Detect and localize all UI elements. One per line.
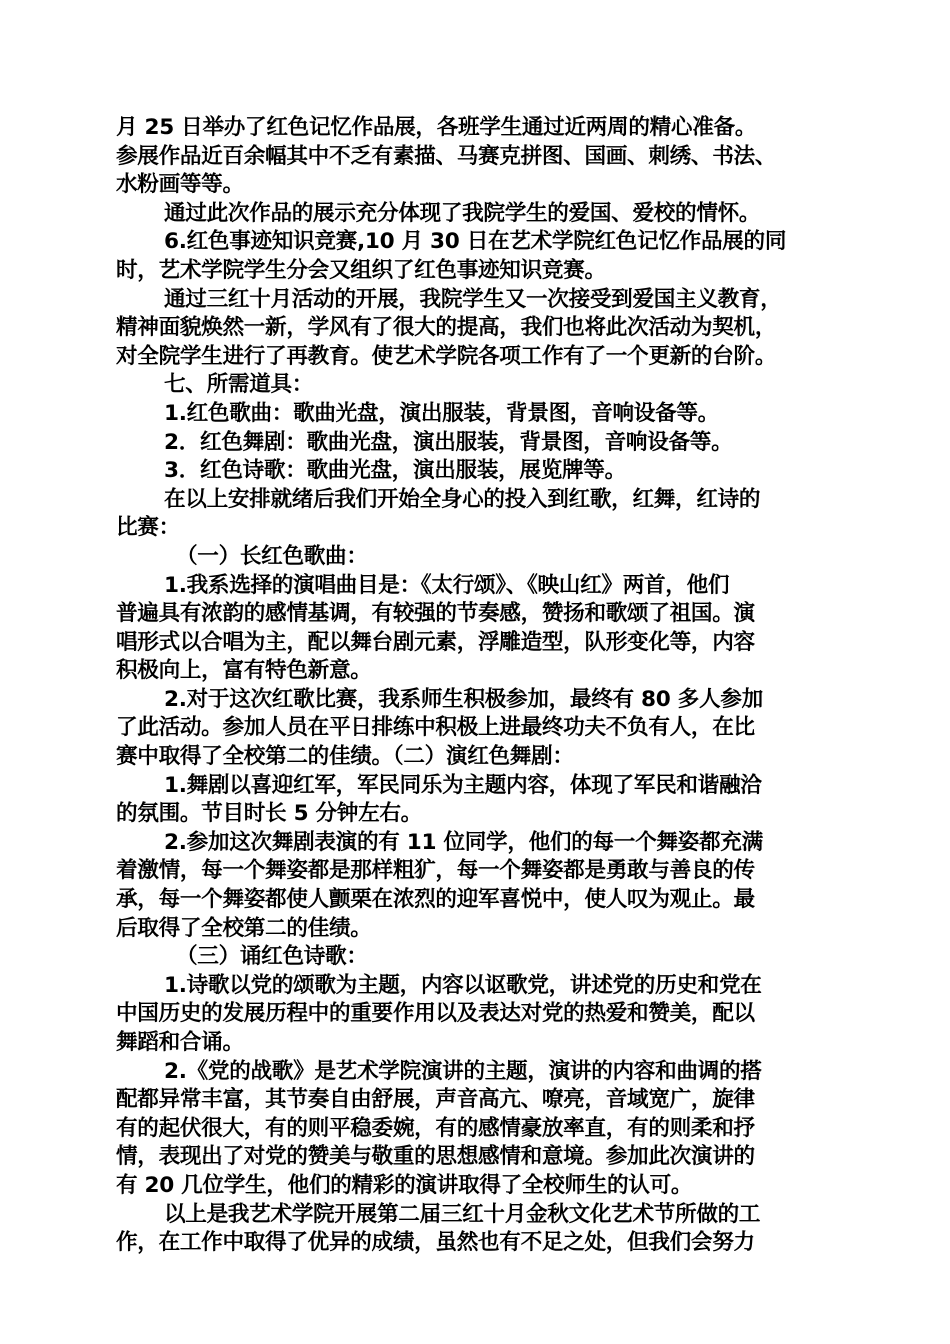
text-line: 普遍具有浓韵的感情基调，有较强的节奏感，赞扬和歌颂了祖国。演 xyxy=(116,601,755,627)
text-line: （三）诵红色诗歌： xyxy=(176,944,368,970)
text-line: 唱形式以合唱为主，配以舞台剧元素，浮雕造型，队形变化等，内容 xyxy=(116,629,755,655)
text-line: 2.参加这次舞剧表演的有 11 位同学，他们的每一个舞姿都充满 xyxy=(164,829,763,855)
text-line: 的氛围。节目时长 5 分钟左右。 xyxy=(116,801,422,827)
text-line: 1.我系选择的演唱曲目是：《太行颂》、《映山红》两首，他们 xyxy=(164,572,730,598)
text-line: 1.红色歌曲：歌曲光盘，演出服装，背景图，音响设备等。 xyxy=(164,400,719,426)
text-line: 在以上安排就绪后我们开始全身心的投入到红歌，红舞，红诗的 xyxy=(164,486,761,512)
text-line: 后取得了全校第二的佳绩。 xyxy=(116,915,372,941)
text-line: 七、所需道具： xyxy=(164,372,314,398)
text-line: 以上是我艺术学院开展第二届三红十月金秋文化艺术节所做的工 xyxy=(164,1201,761,1227)
text-line: 月 25 日举办了红色记忆作品展，各班学生通过近两周的精心准备。 xyxy=(116,115,757,140)
text-line: 通过三红十月活动的开展，我院学生又一次接受到爱国主义教育， xyxy=(164,286,782,312)
text-line: 情，表现出了对党的赞美与敬重的思想感情和意境。参加此次演讲的 xyxy=(116,1144,755,1170)
text-line: 参展作品近百余幅其中不乏有素描、马赛克拼图、国画、刺绣、书法、 xyxy=(116,143,777,169)
text-line: 1.舞剧以喜迎红军，军民同乐为主题内容，体现了军民和谐融洽 xyxy=(164,772,762,798)
text-line: 中国历史的发展历程中的重要作用以及表达对党的热爱和赞美，配以 xyxy=(116,1001,755,1027)
text-line: 着激情，每一个舞姿都是那样粗犷，每一个舞姿都是勇敢与善良的传 xyxy=(116,858,755,884)
text-line: 赛中取得了全校第二的佳绩。（二）演红色舞剧： xyxy=(116,744,574,770)
text-line: 舞蹈和合诵。 xyxy=(116,1030,244,1055)
text-line: 2．红色舞剧：歌曲光盘，演出服装，背景图，音响设备等。 xyxy=(164,429,733,455)
text-line: 配都异常丰富，其节奏自由舒展，声音高亢、嘹亮，音域宽广，旋律 xyxy=(116,1087,755,1113)
text-line: 了此活动。参加人员在平日排练中积极上进最终功夫不负有人，在比 xyxy=(116,715,755,741)
text-line: 3．红色诗歌：歌曲光盘，演出服装，展览牌等。 xyxy=(164,458,626,484)
text-line: 6.红色事迹知识竞赛,10 月 30 日在艺术学院红色记忆作品展的同 xyxy=(164,229,787,255)
text-line: 通过此次作品的展示充分体现了我院学生的爱国、爱校的情怀。 xyxy=(164,200,761,226)
document-body xyxy=(116,114,840,1258)
text-line: 作，在工作中取得了优异的成绩，虽然也有不足之处，但我们会努力 xyxy=(116,1230,755,1256)
text-line: 对全院学生进行了再教育。使艺术学院各项工作有了一个更新的台阶。 xyxy=(116,343,777,369)
text-line: 积极向上，富有特色新意。 xyxy=(116,658,372,684)
text-line: 2.《党的战歌》是艺术学院演讲的主题，演讲的内容和曲调的搭 xyxy=(164,1058,762,1084)
text-line: 有的起伏很大，有的则平稳委婉，有的感情豪放率直，有的则柔和抒 xyxy=(116,1115,755,1141)
text-line: 1.诗歌以党的颂歌为主题，内容以讴歌党，讲述党的历史和党在 xyxy=(164,972,762,998)
text-line: 比赛： xyxy=(116,515,180,541)
text-line: 有 20 几位学生，他们的精彩的演讲取得了全校师生的认可。 xyxy=(116,1172,693,1198)
text-line: 水粉画等等。 xyxy=(116,172,244,198)
text-line: 时，艺术学院学生分会又组织了红色事迹知识竞赛。 xyxy=(116,257,606,283)
text-line: 精神面貌焕然一新，学风有了很大的提高，我们也将此次活动为契机， xyxy=(116,315,777,341)
text-line: 承，每一个舞姿都使人颤栗在浓烈的迎军喜悦中，使人叹为观止。最 xyxy=(116,887,755,913)
text-line: 2.对于这次红歌比赛，我系师生积极参加，最终有 80 多人参加 xyxy=(164,686,763,712)
text-line: （一）长红色歌曲： xyxy=(176,543,368,569)
